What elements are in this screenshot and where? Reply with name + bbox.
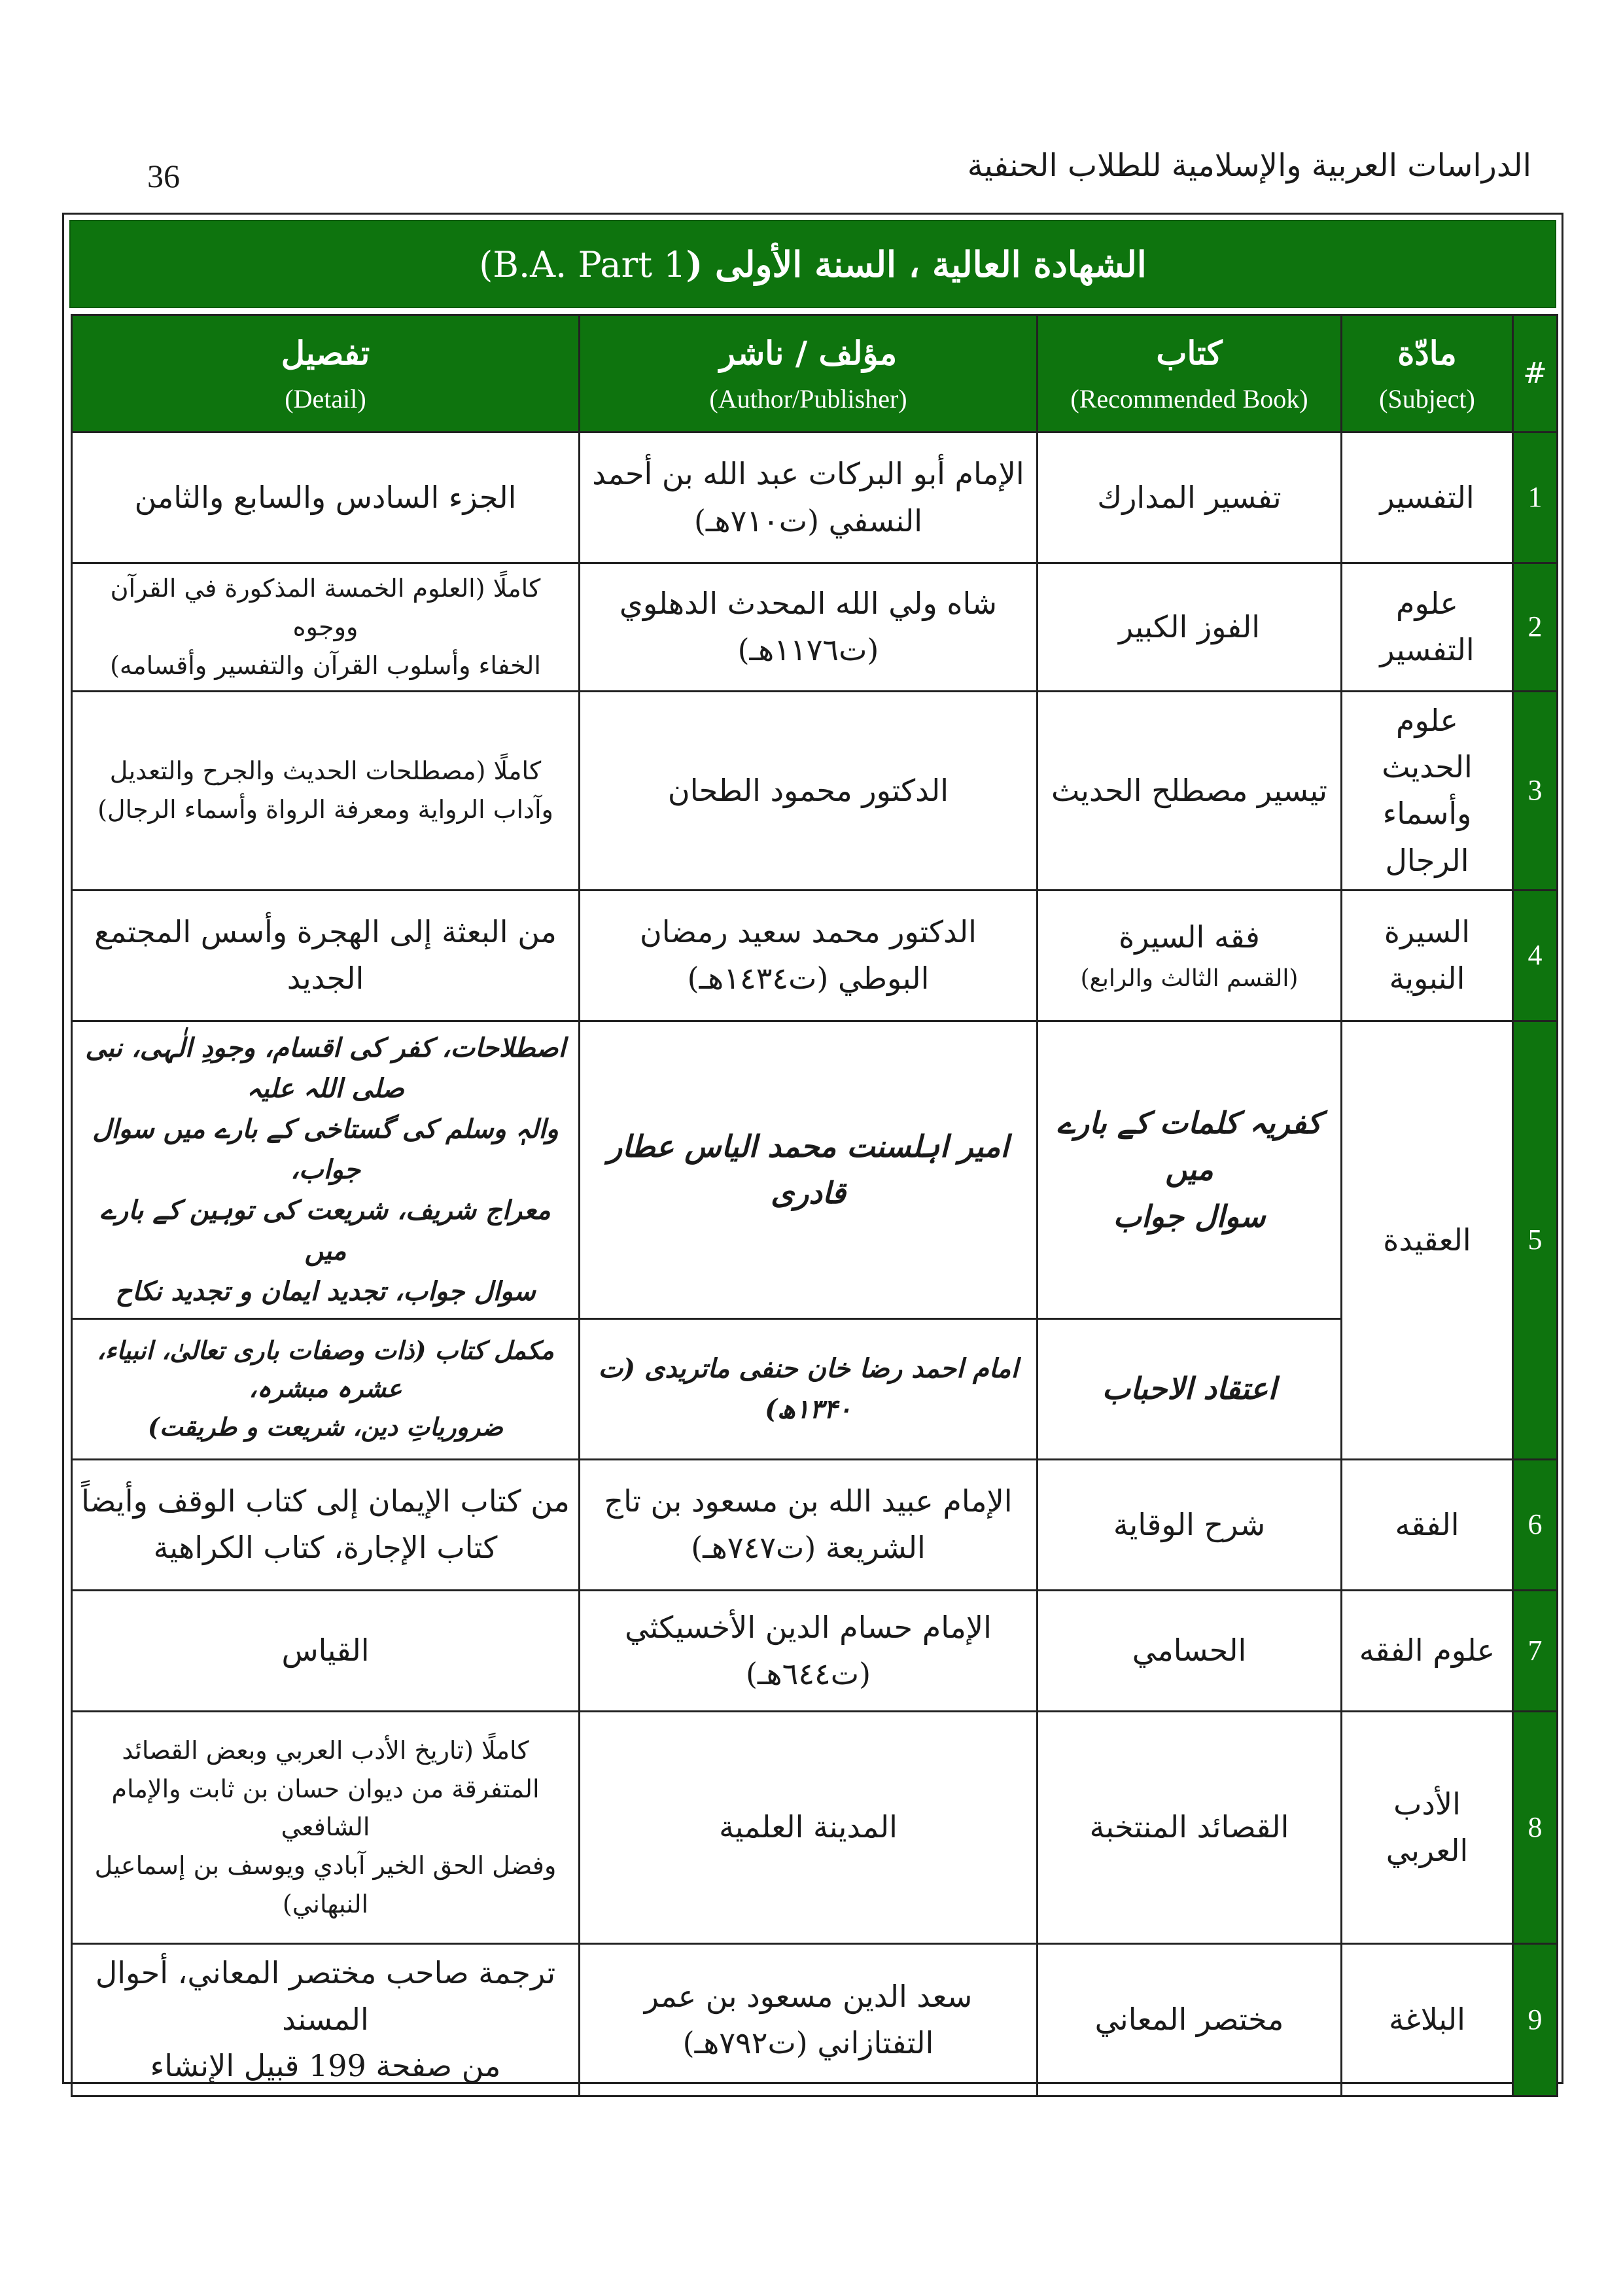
col-book: كتاب (Recommended Book)	[1038, 315, 1342, 433]
header-row	[72, 315, 1558, 433]
table-row	[72, 1459, 1558, 1590]
col-subject: مادّة (Subject)	[1342, 315, 1513, 433]
row-author: الدكتور محمد سعيد رمضان البوطي (ت١٤٣٤هـ)	[580, 890, 1038, 1021]
table-row	[72, 433, 1558, 563]
row-detail: كاملًا (تاريخ الأدب العربي وبعض القصائد المتفرقة من ديوان حسان بن ثابت والإمام الشافعي وفضل الحق الخير آبادي ويوسف بن إسماعيل النبهاني)	[72, 1711, 580, 1943]
row-book: كفریہ کلمات کے بارے میں سوال جواب	[1038, 1021, 1342, 1318]
table-row	[72, 1021, 1558, 1318]
row-book: تيسير مصطلح الحديث	[1038, 691, 1342, 890]
table-row	[72, 890, 1558, 1021]
row-subject: التفسير	[1342, 433, 1513, 563]
row-number: 6	[1513, 1459, 1558, 1590]
row-book: الفوز الكبير	[1038, 563, 1342, 692]
syllabus-table	[71, 314, 1558, 2097]
row-book: الحسامي	[1038, 1590, 1342, 1711]
page-frame	[62, 213, 1563, 2084]
row-book: مختصر المعاني	[1038, 1943, 1342, 2096]
row-number: 8	[1513, 1711, 1558, 1943]
row-author: الإمام أبو البركات عبد الله بن أحمد النسفي (ت٧١٠هـ)	[580, 433, 1038, 563]
row-author: الدكتور محمود الطحان	[580, 691, 1038, 890]
row-author: المدينة العلمية	[580, 1711, 1038, 1943]
row-author: سعد الدين مسعود بن عمر التفتازاني (ت٧٩٢هـ)	[580, 1943, 1038, 2096]
row-number: 1	[1513, 433, 1558, 563]
title-arabic: الشهادة العالية ، السنة الأولى (	[686, 243, 1147, 285]
table-row	[72, 1711, 1558, 1943]
row-subject: البلاغة	[1342, 1943, 1513, 2096]
row-book: فقه السيرة (القسم الثالث والرابع)	[1038, 890, 1342, 1021]
row-detail: القياس	[72, 1590, 580, 1711]
row-subject: السيرة النبوية	[1342, 890, 1513, 1021]
table-row	[72, 1943, 1558, 2096]
row-number: 2	[1513, 563, 1558, 692]
row-subject: علوم الفقه	[1342, 1590, 1513, 1711]
row-author: الإمام عبيد الله بن مسعود بن تاج الشريعة (ت٧٤٧هـ)	[580, 1459, 1038, 1590]
row-number: 7	[1513, 1590, 1558, 1711]
title-english: B.A. Part 1)	[479, 243, 686, 285]
row-detail: من البعثة إلى الهجرة وأسس المجتمع الجديد	[72, 890, 580, 1021]
page-number: 36	[147, 158, 180, 194]
row-subject: علوم التفسير	[1342, 563, 1513, 692]
row-subject: الأدب العربي	[1342, 1711, 1513, 1943]
row-subject: العقيدة	[1342, 1021, 1513, 1459]
row-book: اعتقاد الاحباب	[1038, 1318, 1342, 1459]
col-author: مؤلف / ناشر (Author/Publisher)	[580, 315, 1038, 433]
row-subject: علوم الحديث وأسماء الرجال	[1342, 691, 1513, 890]
row-detail: الجزء السادس والسابع والثامن	[72, 433, 580, 563]
row-number: 4	[1513, 890, 1558, 1021]
running-title: الدراسات العربية والإسلامية للطلاب الحنفية	[967, 147, 1531, 184]
row-book: تفسير المدارك	[1038, 433, 1342, 563]
row-detail: مکمل کتاب (ذات وصفات باری تعالیٰ، انبیاء، عشرہ مبشرہ، ضروریاتِ دین، شریعت و طریقت)	[72, 1318, 580, 1459]
col-detail: تفصيل (Detail)	[72, 315, 580, 433]
row-detail: من كتاب الإيمان إلى كتاب الوقف وأيضاً كتاب الإجارة، كتاب الكراهية	[72, 1459, 580, 1590]
row-number: 9	[1513, 1943, 1558, 2096]
row-author: امیر اہلسنت محمد الیاس عطار قادری	[580, 1021, 1038, 1318]
table-row	[72, 1318, 1558, 1459]
row-subject: الفقه	[1342, 1459, 1513, 1590]
table-row	[72, 691, 1558, 890]
row-number: 3	[1513, 691, 1558, 890]
row-number: 5	[1513, 1021, 1558, 1459]
row-detail: كاملًا (مصطلحات الحديث والجرح والتعديل وآداب الرواية ومعرفة الرواة وأسماء الرجال)	[72, 691, 580, 890]
row-author: الإمام حسام الدين الأخسيكثي (ت٦٤٤هـ)	[580, 1590, 1038, 1711]
row-book: شرح الوقاية	[1038, 1459, 1342, 1590]
row-author: امام احمد رضا خان حنفی ماتریدی (ت ۱۳۴۰ھ)	[580, 1318, 1038, 1459]
table-title	[69, 220, 1556, 308]
row-detail: كاملًا (العلوم الخمسة المذكورة في القرآن ووجوه الخفاء وأسلوب القرآن والتفسير وأقسامه)	[72, 563, 580, 692]
table-row	[72, 1590, 1558, 1711]
col-hash: #	[1513, 315, 1558, 433]
row-book: القصائد المنتخبة	[1038, 1711, 1342, 1943]
row-detail: ترجمة صاحب مختصر المعاني، أحوال المسند من صفحة 199 قبيل الإنشاء	[72, 1943, 580, 2096]
row-detail: اصطلاحات، کفر کی اقسام، وجودِ الٰہی، نبی صلی اللہ علیہ والہٖ وسلم کی گستاخی کے بارے میں سوال جواب، معراج شریف، شریعت کی توہین کے بارے میں سوال جواب، تجدید ایمان و تجدید نکاح	[72, 1021, 580, 1318]
table-row	[72, 563, 1558, 692]
row-author: شاه ولي الله المحدث الدهلوي (ت١١٧٦هـ)	[580, 563, 1038, 692]
